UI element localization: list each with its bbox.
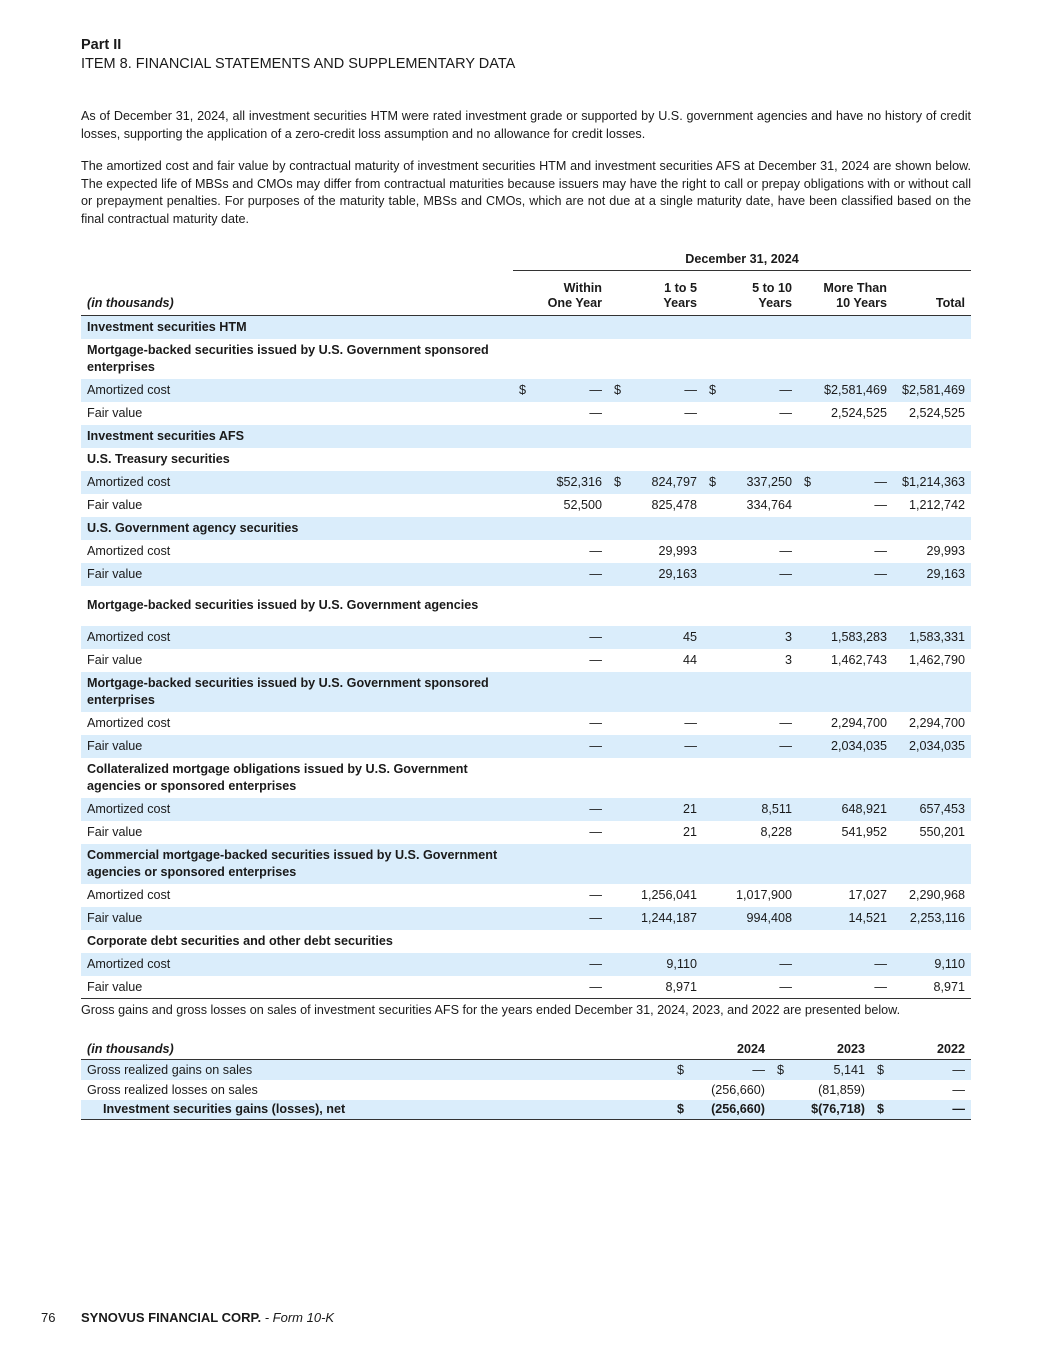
table-cell: — bbox=[589, 653, 602, 667]
table-cell: 8,228 bbox=[760, 825, 792, 839]
table-cell: 648,921 bbox=[798, 798, 893, 821]
table-row bbox=[81, 798, 971, 821]
table-row bbox=[81, 953, 971, 976]
table-cell: 2,524,525 bbox=[830, 406, 887, 420]
cell-amount: 337,250 bbox=[746, 475, 792, 489]
table-row bbox=[81, 884, 971, 907]
table-cell: — bbox=[703, 976, 798, 999]
section-title: U.S. Treasury securities bbox=[87, 451, 230, 466]
table-cell: — bbox=[608, 735, 703, 758]
table-cell: 1,583,283 bbox=[798, 626, 893, 649]
row-label bbox=[81, 758, 971, 798]
row-label: Fair value bbox=[87, 825, 143, 839]
row-label: Fair value bbox=[87, 653, 143, 667]
section-title: U.S. Government agency securities bbox=[87, 520, 299, 535]
table-cell: — bbox=[513, 798, 608, 821]
table-row bbox=[81, 379, 971, 402]
form-label: - Form 10-K bbox=[261, 1310, 335, 1325]
table-cell: 29,163 bbox=[893, 563, 971, 586]
table-cell: 550,201 bbox=[919, 825, 965, 839]
table-cell: 1,212,742 bbox=[908, 498, 965, 512]
table-cell: 29,993 bbox=[658, 544, 697, 558]
table-cell bbox=[703, 379, 798, 402]
row-label: Amortized cost bbox=[81, 379, 513, 402]
total-row bbox=[81, 1100, 971, 1120]
cell-amount: — bbox=[779, 383, 792, 397]
row-label: Fair value bbox=[81, 976, 513, 999]
table-row bbox=[81, 626, 971, 649]
row-label bbox=[81, 339, 971, 379]
column-header bbox=[703, 271, 798, 316]
table-cell: 2,034,035 bbox=[893, 735, 971, 758]
table-cell: $2,581,469 bbox=[798, 379, 893, 402]
table-cell: 8,511 bbox=[703, 798, 798, 821]
table-cell bbox=[608, 379, 703, 402]
section-title: Mortgage-backed securities issued by U.S. Government sponsored enterprises bbox=[87, 342, 489, 374]
table-cell: — bbox=[874, 544, 887, 558]
row-label bbox=[81, 586, 971, 626]
column-header-line1: 5 to 10 bbox=[752, 281, 792, 295]
dollar-sign: $ bbox=[614, 383, 622, 397]
table-cell: 541,952 bbox=[841, 825, 887, 839]
dollar-sign: $ bbox=[614, 475, 622, 489]
table-row bbox=[81, 563, 971, 586]
table-cell bbox=[771, 1060, 871, 1080]
table-cell: 825,478 bbox=[651, 498, 697, 512]
table-cell: 9,110 bbox=[608, 953, 703, 976]
page-footer bbox=[41, 1310, 334, 1325]
table-cell: 334,764 bbox=[746, 498, 792, 512]
dollar-sign: $ bbox=[677, 1102, 685, 1117]
table-cell: — bbox=[684, 716, 697, 730]
table-row bbox=[81, 907, 971, 930]
table-row bbox=[81, 494, 971, 517]
dollar-sign: $ bbox=[519, 383, 527, 397]
table-cell: 2,294,700 bbox=[908, 716, 965, 730]
dollar-sign: $ bbox=[804, 475, 812, 489]
section-header-row bbox=[81, 316, 971, 339]
table-cell: — bbox=[513, 953, 608, 976]
table-cell bbox=[671, 1060, 771, 1080]
table-row bbox=[81, 976, 971, 999]
section-title: Mortgage-backed securities issued by U.S. Government agencies bbox=[87, 598, 479, 612]
table-row bbox=[81, 1080, 971, 1100]
cell-amount: 824,797 bbox=[651, 475, 697, 489]
cell-amount: — bbox=[589, 383, 602, 397]
table-cell: 44 bbox=[682, 653, 697, 667]
table-cell: — bbox=[513, 626, 608, 649]
table-cell bbox=[871, 1060, 971, 1080]
section-title: Corporate debt securities and other debt securities bbox=[87, 933, 393, 948]
row-label bbox=[81, 672, 971, 712]
section-header-row bbox=[81, 448, 971, 471]
table-row bbox=[81, 712, 971, 735]
company-name: SYNOVUS FINANCIAL CORP. bbox=[81, 1310, 262, 1325]
table-row bbox=[81, 735, 971, 758]
table-cell: — bbox=[589, 888, 602, 902]
row-label: Fair value bbox=[87, 498, 143, 512]
row-label: Amortized cost bbox=[87, 716, 171, 730]
table-cell: 14,521 bbox=[798, 907, 893, 930]
table-cell: — bbox=[703, 563, 798, 586]
year-header: 2024 bbox=[671, 1039, 771, 1060]
table-cell bbox=[513, 379, 608, 402]
cell-amount: — bbox=[952, 1102, 965, 1117]
row-label: Fair value bbox=[81, 735, 513, 758]
table-cell: — bbox=[589, 406, 602, 420]
table-cell: — bbox=[703, 953, 798, 976]
row-label: Gross realized losses on sales bbox=[87, 1082, 258, 1097]
dollar-sign: $ bbox=[877, 1102, 885, 1117]
table-cell: $1,214,363 bbox=[893, 471, 971, 494]
section-title: Investment securities HTM bbox=[87, 319, 247, 334]
paragraph-maturity-description: The amortized cost and fair value by contractual maturity of investment securities HTM and investment securities AFS at December 31, 2024 are shown below. The expected life of MBSs and CMOs may differ from contractual maturities because issuers may have the right to call or prepay obligations with or without call or prepayment penalties. For purposes of the maturity table, MBSs and CMOs, which are not due at a single maturity date, have been classified based on the final contractual maturity date. bbox=[81, 159, 971, 226]
column-header-line1: 1 to 5 bbox=[664, 281, 697, 295]
table-cell: — bbox=[513, 976, 608, 999]
table-cell: — bbox=[589, 716, 602, 730]
table-cell: — bbox=[703, 735, 798, 758]
table-cell: — bbox=[513, 563, 608, 586]
row-label: Amortized cost bbox=[87, 888, 171, 902]
section-header-row bbox=[81, 425, 971, 448]
column-header bbox=[513, 271, 608, 316]
row-label bbox=[81, 316, 971, 339]
table-cell: — bbox=[589, 825, 602, 839]
section-title: Collateralized mortgage obligations issued by U.S. Government agencies or sponsored enterprises bbox=[87, 761, 468, 793]
table-cell: (81,859) bbox=[818, 1082, 865, 1097]
page-number: 76 bbox=[41, 1310, 56, 1325]
table-cell bbox=[798, 471, 893, 494]
table-cell: 29,993 bbox=[926, 544, 965, 558]
table-cell: 1,462,790 bbox=[908, 653, 965, 667]
cell-amount: (256,660) bbox=[711, 1102, 765, 1117]
row-label: Fair value bbox=[81, 907, 513, 930]
item-heading: ITEM 8. FINANCIAL STATEMENTS AND SUPPLEMENTARY DATA bbox=[81, 56, 516, 72]
section-title: Investment securities AFS bbox=[87, 428, 245, 443]
table-cell: — bbox=[513, 907, 608, 930]
table-cell bbox=[871, 1100, 971, 1120]
table-row bbox=[81, 471, 971, 494]
table-cell: — bbox=[779, 406, 792, 420]
table-cell: 1,017,900 bbox=[735, 888, 792, 902]
paragraph-credit-quality: As of December 31, 2024, all investment securities HTM were rated investment grade or supported by U.S. government agencies and have no history of credit losses, supporting the application of a zero-credit loss assumption and no allowance for credit losses. bbox=[81, 109, 971, 141]
maturity-table bbox=[81, 248, 971, 999]
table-row bbox=[81, 649, 971, 672]
row-label: Amortized cost bbox=[81, 626, 513, 649]
dollar-sign: $ bbox=[877, 1062, 885, 1077]
table-cell: 8,971 bbox=[893, 976, 971, 999]
year-header: 2023 bbox=[771, 1039, 871, 1060]
table-cell: 21 bbox=[608, 798, 703, 821]
cell-amount: 5,141 bbox=[833, 1062, 865, 1077]
row-label: Fair value bbox=[87, 406, 143, 420]
row-label bbox=[81, 930, 971, 953]
column-header bbox=[608, 271, 703, 316]
table-cell bbox=[671, 1100, 771, 1120]
table-cell: — bbox=[513, 735, 608, 758]
period-header: December 31, 2024 bbox=[513, 248, 971, 271]
row-label: Amortized cost bbox=[81, 471, 513, 494]
table-cell: 3 bbox=[784, 653, 792, 667]
table-cell: 2,034,035 bbox=[798, 735, 893, 758]
row-label bbox=[81, 448, 971, 471]
table-cell: 9,110 bbox=[893, 953, 971, 976]
table-cell: $52,316 bbox=[513, 471, 608, 494]
table-cell: $(76,718) bbox=[771, 1100, 871, 1120]
table-cell: 2,253,116 bbox=[893, 907, 971, 930]
section-header-row bbox=[81, 672, 971, 712]
units-label: (in thousands) bbox=[81, 271, 513, 316]
column-header-line1: More Than bbox=[823, 281, 887, 295]
cell-amount: — bbox=[952, 1062, 965, 1077]
section-title: Commercial mortgage-backed securities issued by U.S. Government agencies or sponsored enterprises bbox=[87, 847, 498, 879]
section-header-row bbox=[81, 758, 971, 798]
column-header-line2: One Year bbox=[547, 296, 602, 310]
table-row bbox=[81, 540, 971, 563]
table-cell: 1,583,331 bbox=[893, 626, 971, 649]
row-label: Gross realized gains on sales bbox=[81, 1060, 671, 1080]
column-header bbox=[798, 271, 893, 316]
table-cell: 3 bbox=[703, 626, 798, 649]
year-header: 2022 bbox=[871, 1039, 971, 1060]
cell-amount: — bbox=[752, 1062, 765, 1077]
column-header-line2: Years bbox=[663, 296, 697, 310]
cell-amount: — bbox=[684, 383, 697, 397]
column-header-line2: 10 Years bbox=[836, 296, 887, 310]
row-label: Investment securities gains (losses), net bbox=[81, 1100, 671, 1120]
table-cell: — bbox=[684, 406, 697, 420]
table-cell: 17,027 bbox=[848, 888, 887, 902]
table-cell: 8,971 bbox=[608, 976, 703, 999]
table-cell: 1,256,041 bbox=[640, 888, 697, 902]
row-label: Fair value bbox=[81, 563, 513, 586]
section-header-row bbox=[81, 844, 971, 884]
paragraph-gains-losses: Gross gains and gross losses on sales of investment securities AFS for the years ended December 31, 2024, 2023, and 2022 are presented below. bbox=[81, 1003, 901, 1017]
table-cell bbox=[703, 471, 798, 494]
table-cell: 2,290,968 bbox=[908, 888, 965, 902]
section-header-row bbox=[81, 930, 971, 953]
section-header-row bbox=[81, 517, 971, 540]
row-label bbox=[81, 425, 971, 448]
section-header-row bbox=[81, 339, 971, 379]
row-label: Amortized cost bbox=[81, 798, 513, 821]
table-cell: — bbox=[798, 976, 893, 999]
table-cell: 45 bbox=[608, 626, 703, 649]
dollar-sign: $ bbox=[777, 1062, 785, 1077]
table-cell: — bbox=[874, 498, 887, 512]
units-label: (in thousands) bbox=[81, 1039, 671, 1060]
column-header-line2: Total bbox=[935, 296, 965, 310]
table-cell: 657,453 bbox=[893, 798, 971, 821]
section-title: Mortgage-backed securities issued by U.S. Government sponsored enterprises bbox=[87, 675, 489, 707]
table-cell bbox=[608, 471, 703, 494]
table-cell: — bbox=[589, 544, 602, 558]
table-cell: 29,163 bbox=[608, 563, 703, 586]
table-cell: — bbox=[798, 953, 893, 976]
table-cell: 2,294,700 bbox=[830, 716, 887, 730]
column-header bbox=[893, 271, 971, 316]
dollar-sign: $ bbox=[709, 383, 717, 397]
row-label bbox=[81, 844, 971, 884]
column-header-line2: Years bbox=[758, 296, 792, 310]
table-cell: — bbox=[952, 1082, 965, 1097]
dollar-sign: $ bbox=[709, 475, 717, 489]
row-label bbox=[81, 517, 971, 540]
dollar-sign: $ bbox=[677, 1062, 685, 1077]
table-cell: 2,524,525 bbox=[908, 406, 965, 420]
table-cell: $2,581,469 bbox=[893, 379, 971, 402]
table-cell: (256,660) bbox=[711, 1082, 765, 1097]
table-cell: 994,408 bbox=[703, 907, 798, 930]
part-label: Part II bbox=[81, 37, 122, 53]
table-row bbox=[81, 1060, 971, 1080]
table-cell: 21 bbox=[682, 825, 697, 839]
table-cell: — bbox=[798, 563, 893, 586]
table-cell: 1,462,743 bbox=[830, 653, 887, 667]
section-header-row bbox=[81, 586, 971, 626]
table-cell: 1,244,187 bbox=[608, 907, 703, 930]
gains-losses-table bbox=[81, 1039, 971, 1120]
table-cell: — bbox=[779, 544, 792, 558]
row-label: Amortized cost bbox=[81, 953, 513, 976]
table-row bbox=[81, 821, 971, 844]
column-header-line1: Within bbox=[563, 281, 602, 295]
table-cell: — bbox=[779, 716, 792, 730]
table-cell: 52,500 bbox=[563, 498, 602, 512]
table-row bbox=[81, 402, 971, 425]
cell-amount: — bbox=[874, 475, 887, 489]
row-label: Amortized cost bbox=[87, 544, 171, 558]
